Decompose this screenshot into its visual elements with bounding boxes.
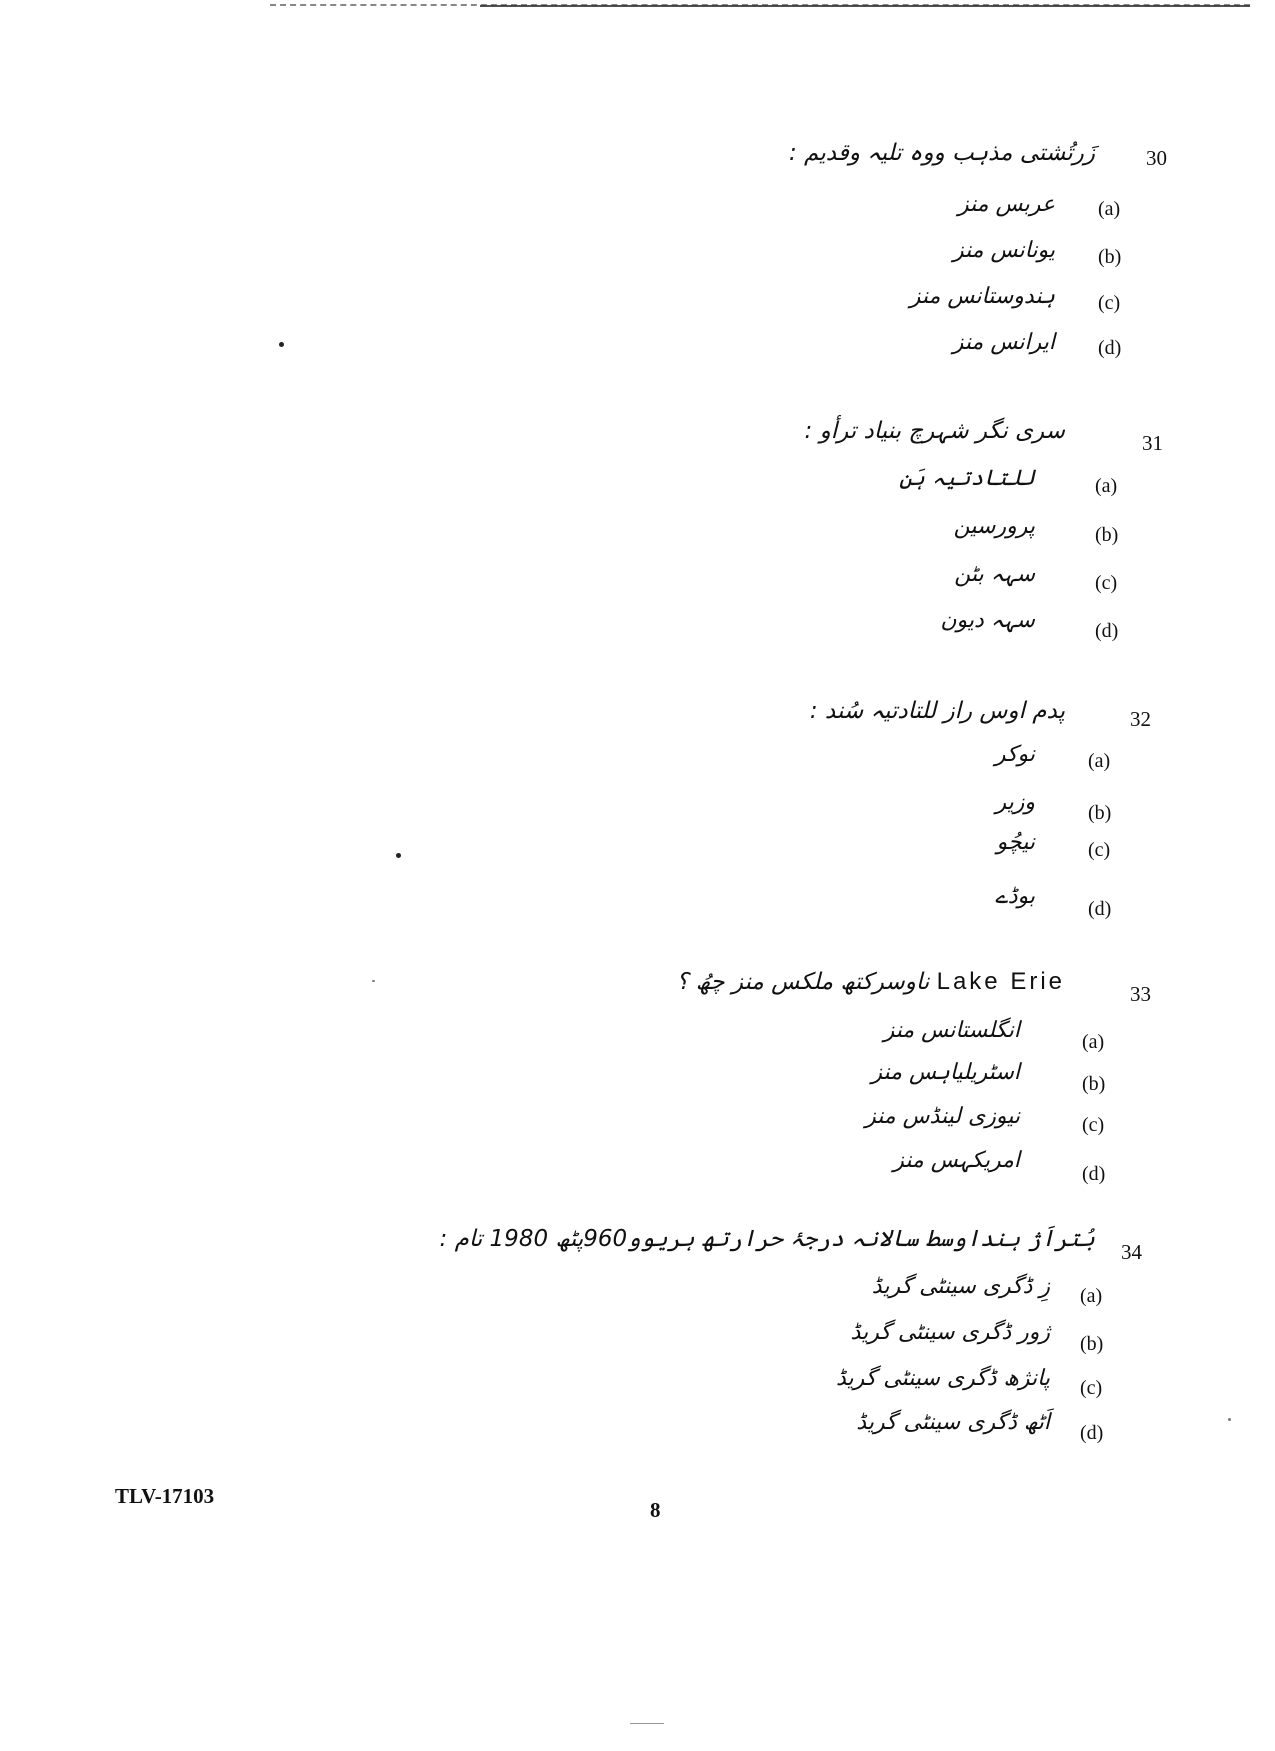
option-text: یونانس منز — [952, 238, 1055, 263]
option-text: نیوزی لینڈس منز — [865, 1104, 1020, 1129]
option-text: عربس منز — [958, 192, 1055, 217]
scan-speck — [396, 853, 401, 858]
option-text: زِ ڈگری سینٹی گریڈ — [871, 1274, 1050, 1299]
option-text: نوکر — [994, 742, 1035, 767]
scan-speck — [279, 342, 284, 347]
option-text: انگلستانس منز — [883, 1018, 1020, 1043]
option-text: پرورسین — [953, 514, 1035, 539]
question-number: 33 — [1130, 982, 1151, 1006]
scan-speck — [372, 980, 375, 982]
option-text: ہندوستانس منز — [909, 284, 1055, 309]
scan-speck — [1228, 1418, 1231, 1421]
question-text: پدم اوس راز للتادتیہ سُند : — [809, 698, 1065, 724]
question-text: سری نگر شہرچ بنیاد ترأو : — [804, 418, 1065, 444]
question-urdu-text: ناوسرکتھ ملکس منز چھُ — [695, 969, 930, 995]
option-text: اَٹھ ڈگری سینٹی گریڈ — [856, 1410, 1050, 1435]
option-text: بوڈے — [994, 884, 1035, 909]
question-number: 31 — [1142, 431, 1163, 455]
option-letter: (b) — [1098, 246, 1122, 268]
document-code: TLV-17103 — [115, 1484, 215, 1508]
option-letter: (a) — [1082, 1031, 1105, 1053]
option-text: ژور ڈگری سینٹی گریڈ — [850, 1320, 1050, 1345]
top-scan-rule — [480, 5, 1250, 7]
option-letter: (d) — [1080, 1422, 1104, 1444]
option-text: للتادتیہ ہَن — [899, 466, 1035, 491]
option-letter: (a) — [1098, 198, 1121, 220]
question-text: زَرتُشتی مذہب ووہ تلیہ وقدیم : — [788, 140, 1095, 166]
option-letter: (d) — [1088, 898, 1112, 920]
option-letter: (c) — [1098, 292, 1121, 314]
question-latin-term: Lake Erie — [936, 968, 1065, 995]
question-number: 32 — [1130, 707, 1151, 731]
option-text: سہہ بٹن — [954, 562, 1035, 587]
option-letter: (d) — [1095, 620, 1119, 642]
option-letter: (c) — [1088, 839, 1111, 861]
question-number: 30 — [1146, 146, 1167, 170]
option-letter: (b) — [1088, 802, 1112, 824]
option-letter: (d) — [1082, 1163, 1106, 1185]
option-letter: (b) — [1082, 1073, 1106, 1095]
option-text: نیچُو — [996, 830, 1035, 855]
option-letter: (a) — [1095, 475, 1118, 497]
option-text: پانژھ ڈگری سینٹی گریڈ — [835, 1366, 1050, 1391]
question-mark: ؟ — [676, 969, 689, 995]
question-number: 34 — [1121, 1240, 1142, 1264]
option-text: امریکہس منز — [893, 1148, 1020, 1173]
option-letter: (d) — [1098, 337, 1122, 359]
option-letter: (a) — [1080, 1285, 1103, 1307]
scan-mark — [630, 1723, 664, 1724]
option-letter: (c) — [1080, 1377, 1103, 1399]
question-text — [676, 968, 1065, 996]
option-letter: (c) — [1095, 572, 1118, 594]
option-text: سہہ دیون — [940, 608, 1035, 633]
option-letter: (a) — [1088, 750, 1111, 772]
page-number: 8 — [650, 1498, 661, 1522]
option-text: اسٹریلیاہس منز — [871, 1060, 1020, 1085]
option-text: وزیر — [995, 790, 1035, 815]
option-text: ایرانس منز — [952, 330, 1055, 355]
option-letter: (c) — [1082, 1114, 1105, 1136]
option-letter: (b) — [1095, 524, 1119, 546]
question-text: بُتراَژ ہنداوسط سالانہ درجۂ حرارتھ ہریوو960پٹھ 1980 تام : — [439, 1226, 1095, 1252]
option-letter: (b) — [1080, 1333, 1104, 1355]
